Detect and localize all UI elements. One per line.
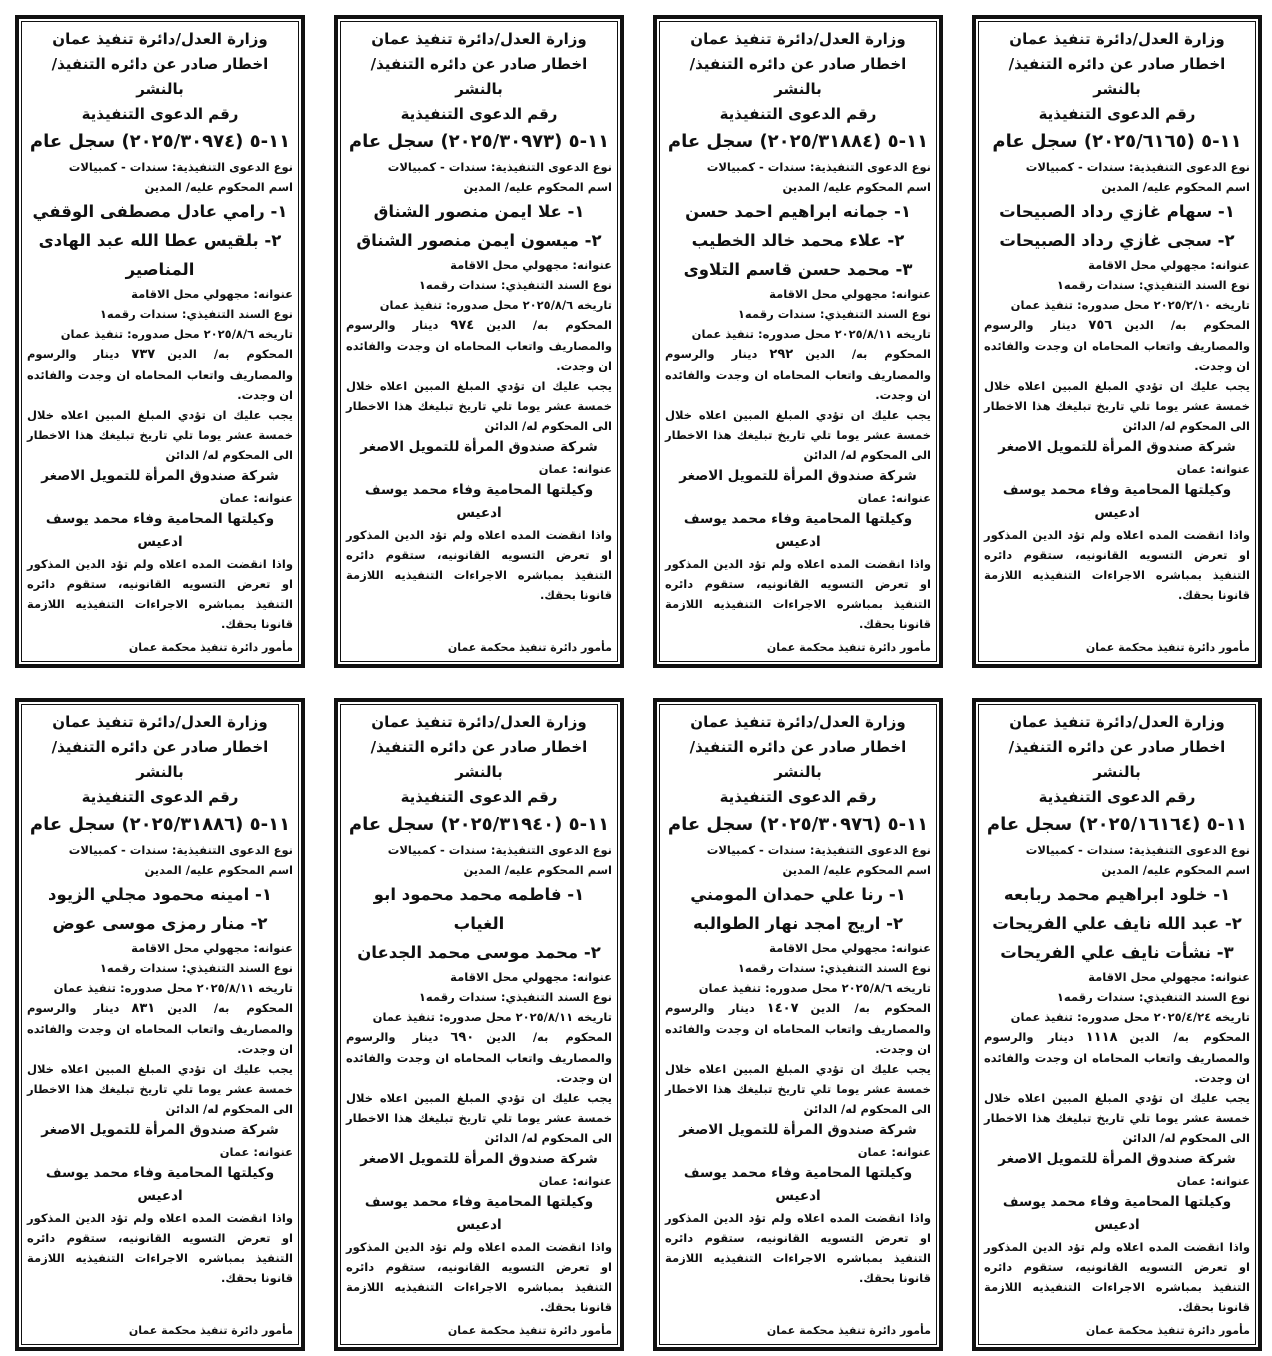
issue-place: محل صدوره: تنفيذ عمان bbox=[379, 298, 519, 312]
signature: مأمور دائرة تنفيذ محكمة عمان bbox=[128, 1324, 293, 1337]
instrument-date-line bbox=[27, 324, 293, 344]
creditor-name: شركة صندوق المرأة للتمويل الاصغر bbox=[679, 468, 917, 484]
payment-instruction: يجب عليك ان تؤدي المبلغ المبين اعلاه خلال خمسة عشر يوما تلي تاريخ تبليغك هذا الاخطار الى المحكوم له/ الدائن bbox=[665, 408, 931, 462]
creditor-address: عنوانه: عمان bbox=[219, 491, 293, 505]
legal-notices-grid bbox=[15, 15, 1262, 1351]
amount-rest: دينار والرسوم والمصاريف واتعاب المحاماه ان وجدت والفائده ان وجدت. bbox=[346, 1030, 612, 1085]
debtor-name: ٢- محمد موسى محمد الجدعان bbox=[357, 943, 601, 962]
issue-place: محل صدوره: تنفيذ عمان bbox=[1010, 298, 1150, 312]
debtor-address: عنوانه: مجهولي محل الاقامة bbox=[131, 287, 293, 301]
creditor-address: عنوانه: عمان bbox=[538, 462, 612, 476]
case-number: (٢٠٢٥/٣١٨٨٦) bbox=[121, 814, 244, 835]
amount-rest: دينار والرسوم والمصاريف واتعاب المحاماه ان وجدت والفائده ان وجدت. bbox=[27, 347, 293, 402]
debtor-name: ١- رامي عادل مصطفى الوقفي bbox=[32, 202, 288, 221]
case-number-line bbox=[27, 810, 293, 840]
instrument-type: نوع السند التنفيذي: سندات رقمه١ bbox=[99, 961, 293, 975]
case-label: رقم الدعوى التنفيذية bbox=[400, 788, 558, 806]
instrument-type: نوع السند التنفيذي: سندات رقمه١ bbox=[737, 307, 931, 321]
amount-paragraph bbox=[665, 998, 931, 1059]
amount-label: المحكوم به/ الدين bbox=[805, 347, 931, 361]
case-number: (٢٠٢٥/١٦١٦٤) bbox=[1078, 814, 1201, 835]
notice-title: اخطار صادر عن دائره التنفيذ/ بالنشر bbox=[51, 55, 269, 98]
ministry-header: وزارة العدل/دائرة تنفيذ عمان bbox=[52, 30, 268, 48]
debtor-label: اسم المحكوم عليه/ المدين bbox=[782, 180, 931, 194]
warning-paragraph: واذا انقضت المده اعلاه ولم تؤد الدين المذكور او تعرض التسويه القانونيه، ستقوم دائره التنفيذ بمباشره الاجراءات التنفيذيه اللازمة قانونا بحقك. bbox=[27, 557, 293, 631]
instrument-type: نوع السند التنفيذي: سندات رقمه١ bbox=[737, 961, 931, 975]
debtor-name: ٢- ميسون ايمن منصور الشناق bbox=[356, 231, 602, 250]
debt-amount: ٨٣١ bbox=[131, 1001, 156, 1016]
instrument-date-line bbox=[984, 295, 1250, 315]
payment-instruction: يجب عليك ان تؤدي المبلغ المبين اعلاه خلال خمسة عشر يوما تلي تاريخ تبليغك هذا الاخطار الى المحكوم له/ الدائن bbox=[27, 408, 293, 462]
date-label: تاريخه bbox=[577, 298, 612, 312]
signature: مأمور دائرة تنفيذ محكمة عمان bbox=[447, 1324, 612, 1337]
case-prefix: ١١-٥ bbox=[568, 131, 610, 152]
debtor-label: اسم المحكوم عليه/ المدين bbox=[782, 863, 931, 877]
debtor-label: اسم المحكوم عليه/ المدين bbox=[144, 863, 293, 877]
case-type: نوع الدعوى التنفيذية: سندات - كمبيالات bbox=[706, 843, 931, 857]
instrument-type: نوع السند التنفيذي: سندات رقمه١ bbox=[1056, 990, 1250, 1004]
lawyer-name: وكيلتها المحامية وفاء محمد يوسف ادعيس bbox=[683, 511, 913, 550]
case-suffix: سجل عام bbox=[348, 131, 435, 152]
amount-label: المحكوم به/ الدين bbox=[167, 1001, 293, 1015]
case-number: (٢٠٢٥/٣٠٩٧٣) bbox=[440, 131, 563, 152]
creditor-address: عنوانه: عمان bbox=[219, 1145, 293, 1159]
amount-paragraph bbox=[27, 998, 293, 1059]
debtor-address: عنوانه: مجهولي محل الاقامة bbox=[769, 287, 931, 301]
debtor-address: عنوانه: مجهولي محل الاقامة bbox=[769, 941, 931, 955]
case-number: (٢٠٢٥/٣٠٩٧٦) bbox=[759, 814, 882, 835]
instrument-date-line bbox=[665, 324, 931, 344]
debtor-name: ٢- منار رمزى موسى عوض bbox=[52, 914, 268, 933]
debtor-label: اسم المحكوم عليه/ المدين bbox=[463, 863, 612, 877]
case-number-line bbox=[665, 127, 931, 157]
case-label: رقم الدعوى التنفيذية bbox=[81, 105, 239, 123]
payment-instruction: يجب عليك ان تؤدي المبلغ المبين اعلاه خلال خمسة عشر يوما تلي تاريخ تبليغك هذا الاخطار الى المحكوم له/ الدائن bbox=[984, 1091, 1250, 1145]
case-prefix: ١١-٥ bbox=[887, 814, 929, 835]
case-suffix: سجل عام bbox=[29, 814, 116, 835]
case-number: (٢٠٢٥/٣١٩٤٠) bbox=[440, 814, 563, 835]
case-prefix: ١١-٥ bbox=[568, 814, 610, 835]
issue-place: محل صدوره: تنفيذ عمان bbox=[60, 327, 200, 341]
case-number: (٢٠٢٥/٣٠٩٧٤) bbox=[121, 131, 244, 152]
notice-title: اخطار صادر عن دائره التنفيذ/ بالنشر bbox=[1008, 55, 1226, 98]
debtor-address: عنوانه: مجهولي محل الاقامة bbox=[131, 941, 293, 955]
execution-notice bbox=[972, 15, 1262, 668]
debtor-name: ١- رنا علي حمدان المومني bbox=[690, 885, 906, 904]
debtor-name: ١- خلود ابراهيم محمد ربابعه bbox=[1003, 885, 1231, 904]
debtor-address: عنوانه: مجهولي محل الاقامة bbox=[450, 970, 612, 984]
debtor-address: عنوانه: مجهولي محل الاقامة bbox=[1088, 970, 1250, 984]
warning-paragraph: واذا انقضت المده اعلاه ولم تؤد الدين المذكور او تعرض التسويه القانونيه، ستقوم دائره التنفيذ بمباشره الاجراءات التنفيذيه اللازمة قانونا بحقك. bbox=[984, 528, 1250, 602]
ministry-header: وزارة العدل/دائرة تنفيذ عمان bbox=[690, 30, 906, 48]
instrument-date: ٢٠٢٥/٨/١١ bbox=[515, 1010, 574, 1024]
debtor-label: اسم المحكوم عليه/ المدين bbox=[1101, 863, 1250, 877]
case-label: رقم الدعوى التنفيذية bbox=[719, 105, 877, 123]
instrument-type: نوع السند التنفيذي: سندات رقمه١ bbox=[1056, 278, 1250, 292]
case-type: نوع الدعوى التنفيذية: سندات - كمبيالات bbox=[387, 160, 612, 174]
execution-notice bbox=[334, 15, 624, 668]
amount-rest: دينار والرسوم والمصاريف واتعاب المحاماه ان وجدت والفائده ان وجدت. bbox=[665, 347, 931, 402]
instrument-date: ٢٠٢٥/٤/٢٤ bbox=[1153, 1010, 1212, 1024]
instrument-date: ٢٠٢٥/٨/٦ bbox=[203, 327, 255, 341]
case-prefix: ١١-٥ bbox=[887, 131, 929, 152]
amount-paragraph bbox=[984, 315, 1250, 376]
amount-label: المحكوم به/ الدين bbox=[486, 1030, 612, 1044]
debtor-address: عنوانه: مجهولي محل الاقامة bbox=[450, 258, 612, 272]
warning-paragraph: واذا انقضت المده اعلاه ولم تؤد الدين المذكور او تعرض التسويه القانونيه، ستقوم دائره التنفيذ بمباشره الاجراءات التنفيذيه اللازمة قانونا بحقك. bbox=[27, 1211, 293, 1285]
debtor-name: ٢- بلقيس عطا الله عبد الهادى المناصير bbox=[38, 231, 282, 279]
amount-label: المحكوم به/ الدين bbox=[167, 347, 293, 361]
issue-place: محل صدوره: تنفيذ عمان bbox=[698, 981, 838, 995]
payment-instruction: يجب عليك ان تؤدي المبلغ المبين اعلاه خلال خمسة عشر يوما تلي تاريخ تبليغك هذا الاخطار الى المحكوم له/ الدائن bbox=[27, 1062, 293, 1116]
amount-paragraph bbox=[665, 344, 931, 405]
amount-rest: دينار والرسوم والمصاريف واتعاب المحاماه ان وجدت والفائده ان وجدت. bbox=[27, 1001, 293, 1056]
execution-notice bbox=[653, 15, 943, 668]
debtor-name: ١- فاطمه محمد محمود ابو الغياب bbox=[373, 885, 585, 933]
instrument-date: ٢٠٢٥/٨/٦ bbox=[522, 298, 574, 312]
case-number-line bbox=[984, 810, 1250, 840]
creditor-address: عنوانه: عمان bbox=[1176, 462, 1250, 476]
case-number: (٢٠٢٥/٦١٦٥) bbox=[1083, 131, 1195, 152]
notice-title: اخطار صادر عن دائره التنفيذ/ بالنشر bbox=[689, 738, 907, 781]
issue-place: محل صدوره: تنفيذ عمان bbox=[53, 981, 193, 995]
notice-title: اخطار صادر عن دائره التنفيذ/ بالنشر bbox=[1008, 738, 1226, 781]
instrument-date: ٢٠٢٥/٢/١٠ bbox=[1153, 298, 1212, 312]
case-number-line bbox=[984, 127, 1250, 157]
signature: مأمور دائرة تنفيذ محكمة عمان bbox=[1085, 641, 1250, 654]
execution-notice bbox=[334, 698, 624, 1351]
debt-amount: ٢٩٢ bbox=[769, 347, 794, 362]
case-type: نوع الدعوى التنفيذية: سندات - كمبيالات bbox=[1025, 843, 1250, 857]
lawyer-name: وكيلتها المحامية وفاء محمد يوسف ادعيس bbox=[364, 482, 594, 521]
case-prefix: ١١-٥ bbox=[1206, 814, 1248, 835]
payment-instruction: يجب عليك ان تؤدي المبلغ المبين اعلاه خلال خمسة عشر يوما تلي تاريخ تبليغك هذا الاخطار الى المحكوم له/ الدائن bbox=[665, 1062, 931, 1116]
amount-paragraph bbox=[346, 315, 612, 376]
ministry-header: وزارة العدل/دائرة تنفيذ عمان bbox=[52, 713, 268, 731]
creditor-address: عنوانه: عمان bbox=[857, 491, 931, 505]
notice-title: اخطار صادر عن دائره التنفيذ/ بالنشر bbox=[689, 55, 907, 98]
case-suffix: سجل عام bbox=[986, 814, 1073, 835]
amount-label: المحكوم به/ الدين bbox=[810, 1001, 931, 1015]
warning-paragraph: واذا انقضت المده اعلاه ولم تؤد الدين المذكور او تعرض التسويه القانونيه، ستقوم دائره التنفيذ بمباشره الاجراءات التنفيذيه اللازمة قانونا بحقك. bbox=[346, 1240, 612, 1314]
creditor-address: عنوانه: عمان bbox=[538, 1174, 612, 1188]
amount-paragraph bbox=[984, 1027, 1250, 1088]
creditor-name: شركة صندوق المرأة للتمويل الاصغر bbox=[679, 1122, 917, 1138]
case-type: نوع الدعوى التنفيذية: سندات - كمبيالات bbox=[68, 160, 293, 174]
warning-paragraph: واذا انقضت المده اعلاه ولم تؤد الدين المذكور او تعرض التسويه القانونيه، ستقوم دائره التنفيذ بمباشره الاجراءات التنفيذيه اللازمة قانونا بحقك. bbox=[346, 528, 612, 602]
debt-amount: ٧٣٧ bbox=[131, 347, 156, 362]
warning-paragraph: واذا انقضت المده اعلاه ولم تؤد الدين المذكور او تعرض التسويه القانونيه، ستقوم دائره التنفيذ بمباشره الاجراءات التنفيذيه اللازمة قانونا بحقك. bbox=[665, 1211, 931, 1285]
debtor-label: اسم المحكوم عليه/ المدين bbox=[1101, 180, 1250, 194]
amount-rest: دينار والرسوم والمصاريف واتعاب المحاماه ان وجدت والفائده ان وجدت. bbox=[665, 1001, 931, 1056]
debtor-name: ١- علا ايمن منصور الشناق bbox=[373, 202, 585, 221]
creditor-name: شركة صندوق المرأة للتمويل الاصغر bbox=[41, 468, 279, 484]
instrument-type: نوع السند التنفيذي: سندات رقمه١ bbox=[418, 278, 612, 292]
debtor-name: ٢- سجى غازي رداد الصبيحات bbox=[999, 231, 1235, 250]
case-prefix: ١١-٥ bbox=[249, 814, 291, 835]
debtor-name: ٣- نشأت نايف علي الفريحات bbox=[1000, 943, 1234, 962]
debtor-address: عنوانه: مجهولي محل الاقامة bbox=[1088, 258, 1250, 272]
ministry-header: وزارة العدل/دائرة تنفيذ عمان bbox=[371, 713, 587, 731]
amount-label: المحكوم به/ الدين bbox=[1129, 1030, 1250, 1044]
amount-label: المحكوم به/ الدين bbox=[486, 318, 612, 332]
creditor-name: شركة صندوق المرأة للتمويل الاصغر bbox=[998, 1151, 1236, 1167]
debt-amount: ١٤٠٧ bbox=[766, 1001, 799, 1016]
date-label: تاريخه bbox=[1215, 298, 1250, 312]
execution-notice bbox=[15, 698, 305, 1351]
case-type: نوع الدعوى التنفيذية: سندات - كمبيالات bbox=[1025, 160, 1250, 174]
case-type: نوع الدعوى التنفيذية: سندات - كمبيالات bbox=[68, 843, 293, 857]
issue-place: محل صدوره: تنفيذ عمان bbox=[1010, 1010, 1150, 1024]
lawyer-name: وكيلتها المحامية وفاء محمد يوسف ادعيس bbox=[45, 511, 275, 550]
debtor-name: ٢- عبد الله نايف علي الفريحات bbox=[992, 914, 1242, 933]
notice-title: اخطار صادر عن دائره التنفيذ/ بالنشر bbox=[51, 738, 269, 781]
amount-paragraph bbox=[346, 1027, 612, 1088]
case-label: رقم الدعوى التنفيذية bbox=[81, 788, 239, 806]
debt-amount: ٦٩٠ bbox=[450, 1030, 475, 1045]
lawyer-name: وكيلتها المحامية وفاء محمد يوسف ادعيس bbox=[1002, 482, 1232, 521]
signature: مأمور دائرة تنفيذ محكمة عمان bbox=[766, 1324, 931, 1337]
case-suffix: سجل عام bbox=[667, 131, 754, 152]
instrument-type: نوع السند التنفيذي: سندات رقمه١ bbox=[418, 990, 612, 1004]
case-number-line bbox=[665, 810, 931, 840]
debtor-name: ٢- علاء محمد خالد الخطيب bbox=[691, 231, 905, 250]
payment-instruction: يجب عليك ان تؤدي المبلغ المبين اعلاه خلال خمسة عشر يوما تلي تاريخ تبليغك هذا الاخطار الى المحكوم له/ الدائن bbox=[346, 1091, 612, 1145]
debtor-name: ١- امينه محمود مجلي الزيود bbox=[48, 885, 272, 904]
lawyer-name: وكيلتها المحامية وفاء محمد يوسف ادعيس bbox=[683, 1165, 913, 1204]
case-type: نوع الدعوى التنفيذية: سندات - كمبيالات bbox=[706, 160, 931, 174]
case-number-line bbox=[346, 127, 612, 157]
signature: مأمور دائرة تنفيذ محكمة عمان bbox=[766, 641, 931, 654]
signature: مأمور دائرة تنفيذ محكمة عمان bbox=[447, 641, 612, 654]
instrument-date: ٢٠٢٥/٨/١١ bbox=[196, 981, 255, 995]
debt-amount: ٧٥٦ bbox=[1088, 318, 1113, 333]
creditor-name: شركة صندوق المرأة للتمويل الاصغر bbox=[360, 439, 598, 455]
execution-notice bbox=[15, 15, 305, 668]
date-label: تاريخه bbox=[896, 327, 931, 341]
case-suffix: سجل عام bbox=[992, 131, 1078, 152]
lawyer-name: وكيلتها المحامية وفاء محمد يوسف ادعيس bbox=[1002, 1194, 1232, 1233]
creditor-name: شركة صندوق المرأة للتمويل الاصغر bbox=[41, 1122, 279, 1138]
debtor-name: ٢- اريج امجد نهار الطوالبه bbox=[692, 914, 904, 933]
lawyer-name: وكيلتها المحامية وفاء محمد يوسف ادعيس bbox=[45, 1165, 275, 1204]
creditor-address: عنوانه: عمان bbox=[857, 1145, 931, 1159]
ministry-header: وزارة العدل/دائرة تنفيذ عمان bbox=[1009, 713, 1225, 731]
date-label: تاريخه bbox=[1215, 1010, 1250, 1024]
lawyer-name: وكيلتها المحامية وفاء محمد يوسف ادعيس bbox=[364, 1194, 594, 1233]
instrument-type: نوع السند التنفيذي: سندات رقمه١ bbox=[99, 307, 293, 321]
instrument-date-line bbox=[346, 1007, 612, 1027]
ministry-header: وزارة العدل/دائرة تنفيذ عمان bbox=[1009, 30, 1225, 48]
instrument-date-line bbox=[346, 295, 612, 315]
execution-notice bbox=[653, 698, 943, 1351]
ministry-header: وزارة العدل/دائرة تنفيذ عمان bbox=[690, 713, 906, 731]
case-label: رقم الدعوى التنفيذية bbox=[400, 105, 558, 123]
case-type: نوع الدعوى التنفيذية: سندات - كمبيالات bbox=[387, 843, 612, 857]
debtor-name: ١- جمانه ابراهيم احمد حسن bbox=[685, 202, 911, 221]
case-label: رقم الدعوى التنفيذية bbox=[1038, 105, 1196, 123]
date-label: تاريخه bbox=[258, 327, 293, 341]
issue-place: محل صدوره: تنفيذ عمان bbox=[691, 327, 831, 341]
debt-amount: ٩٧٤ bbox=[450, 318, 475, 333]
amount-paragraph bbox=[27, 344, 293, 405]
debtor-name: ١- سهام غازي رداد الصبيحات bbox=[999, 202, 1235, 221]
amount-rest: دينار والرسوم والمصاريف واتعاب المحاماه ان وجدت والفائده ان وجدت. bbox=[984, 1030, 1250, 1085]
debt-amount: ١١١٨ bbox=[1085, 1030, 1118, 1045]
case-suffix: سجل عام bbox=[348, 814, 435, 835]
instrument-date-line bbox=[984, 1007, 1250, 1027]
case-label: رقم الدعوى التنفيذية bbox=[719, 788, 877, 806]
signature: مأمور دائرة تنفيذ محكمة عمان bbox=[128, 641, 293, 654]
creditor-name: شركة صندوق المرأة للتمويل الاصغر bbox=[998, 439, 1236, 455]
case-number-line bbox=[27, 127, 293, 157]
instrument-date-line bbox=[27, 978, 293, 998]
case-number-line bbox=[346, 810, 612, 840]
amount-rest: دينار والرسوم والمصاريف واتعاب المحاماه ان وجدت والفائده ان وجدت. bbox=[346, 318, 612, 373]
issue-place: محل صدوره: تنفيذ عمان bbox=[372, 1010, 512, 1024]
debtor-name: ٣- محمد حسن قاسم التلاوى bbox=[683, 260, 913, 279]
instrument-date-line bbox=[665, 978, 931, 998]
instrument-date: ٢٠٢٥/٨/٦ bbox=[841, 981, 893, 995]
case-prefix: ١١-٥ bbox=[1201, 131, 1242, 152]
date-label: تاريخه bbox=[896, 981, 931, 995]
case-number: (٢٠٢٥/٣١٨٨٤) bbox=[759, 131, 882, 152]
creditor-name: شركة صندوق المرأة للتمويل الاصغر bbox=[360, 1151, 598, 1167]
signature: مأمور دائرة تنفيذ محكمة عمان bbox=[1085, 1324, 1250, 1337]
date-label: تاريخه bbox=[258, 981, 293, 995]
case-suffix: سجل عام bbox=[29, 131, 116, 152]
amount-label: المحكوم به/ الدين bbox=[1124, 318, 1250, 332]
date-label: تاريخه bbox=[577, 1010, 612, 1024]
warning-paragraph: واذا انقضت المده اعلاه ولم تؤد الدين المذكور او تعرض التسويه القانونيه، ستقوم دائره التنفيذ بمباشره الاجراءات التنفيذيه اللازمة قانونا بحقك. bbox=[984, 1240, 1250, 1314]
payment-instruction: يجب عليك ان تؤدي المبلغ المبين اعلاه خلال خمسة عشر يوما تلي تاريخ تبليغك هذا الاخطار الى المحكوم له/ الدائن bbox=[984, 379, 1250, 433]
instrument-date: ٢٠٢٥/٨/١١ bbox=[834, 327, 893, 341]
creditor-address: عنوانه: عمان bbox=[1176, 1174, 1250, 1188]
notice-title: اخطار صادر عن دائره التنفيذ/ بالنشر bbox=[370, 55, 588, 98]
execution-notice bbox=[972, 698, 1262, 1351]
debtor-label: اسم المحكوم عليه/ المدين bbox=[463, 180, 612, 194]
debtor-label: اسم المحكوم عليه/ المدين bbox=[144, 180, 293, 194]
case-suffix: سجل عام bbox=[667, 814, 754, 835]
ministry-header: وزارة العدل/دائرة تنفيذ عمان bbox=[371, 30, 587, 48]
case-label: رقم الدعوى التنفيذية bbox=[1038, 788, 1196, 806]
notice-title: اخطار صادر عن دائره التنفيذ/ بالنشر bbox=[370, 738, 588, 781]
warning-paragraph: واذا انقضت المده اعلاه ولم تؤد الدين المذكور او تعرض التسويه القانونيه، ستقوم دائره التنفيذ بمباشره الاجراءات التنفيذيه اللازمة قانونا بحقك. bbox=[665, 557, 931, 631]
amount-rest: دينار والرسوم والمصاريف واتعاب المحاماه ان وجدت والفائده ان وجدت. bbox=[984, 318, 1250, 373]
case-prefix: ١١-٥ bbox=[249, 131, 291, 152]
payment-instruction: يجب عليك ان تؤدي المبلغ المبين اعلاه خلال خمسة عشر يوما تلي تاريخ تبليغك هذا الاخطار الى المحكوم له/ الدائن bbox=[346, 379, 612, 433]
